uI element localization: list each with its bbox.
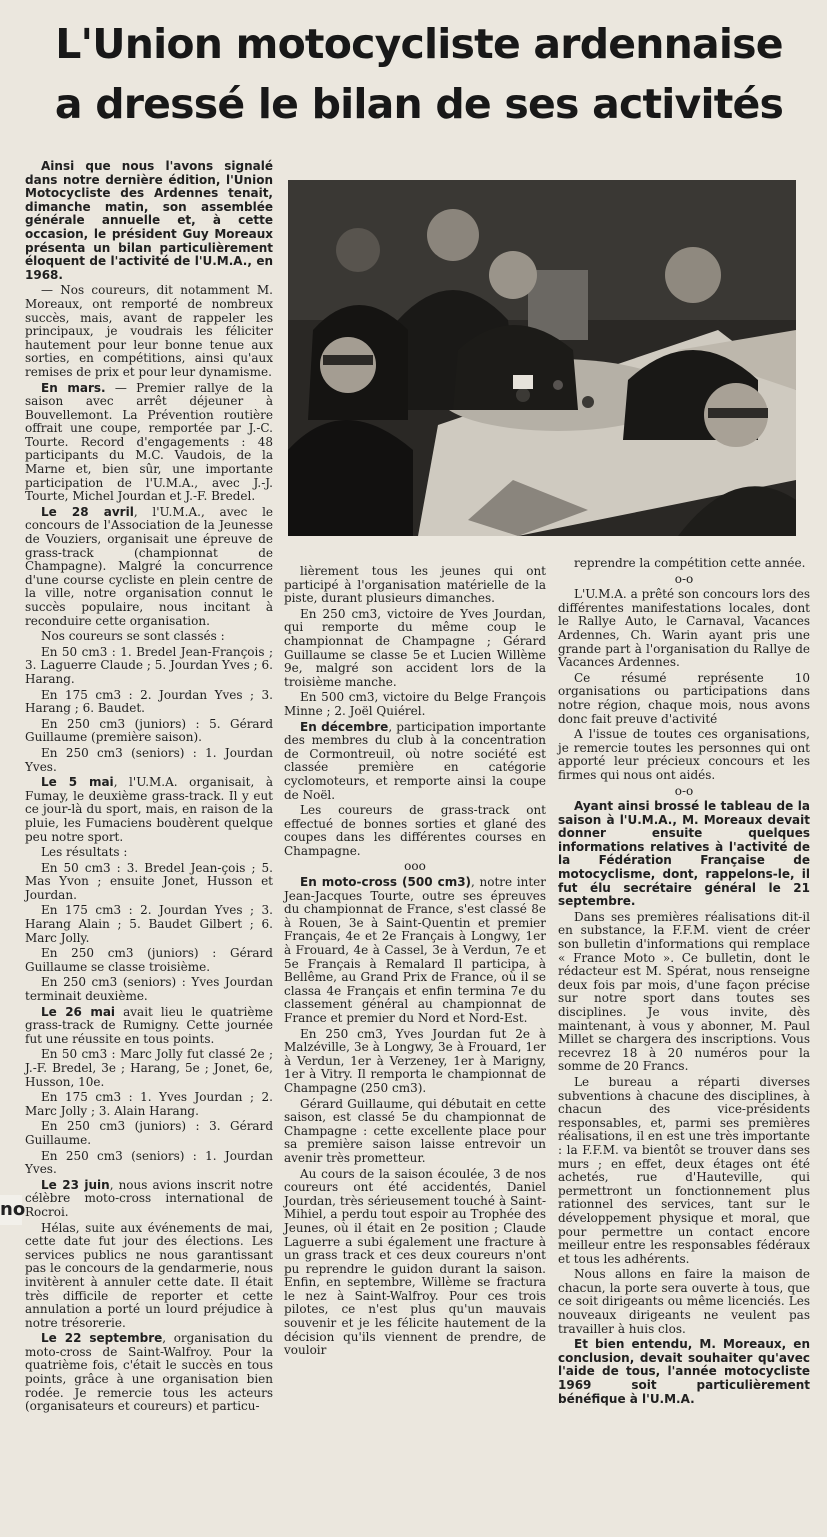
paragraph: Au cours de la saison écoulée, 3 de nos coureurs ont été accidentés, Daniel Jourdan, très sérieusement touché à Saint-Mihiel, a perdu tout espoir au Trophée des Jeunes, où il était en 2e position ; Claude Laguerre a subi également une fracture à un grass track et ces deux coureurs n'ont pu reprendre le guidon durant la saison. Enfin, en septembre, Willème se fractura le nez à Saint-Walfroy. Pour ces trois pilotes, ce n'est plus qu'un mauvais souvenir et je les félicite hautement de la décision qu'ils viennent de prendre, de vouloir xyxy=(284,1166,546,1358)
result-line: En 250 cm3 (juniors) : 3. Gérard Guillaume. xyxy=(25,1119,273,1147)
result-line: En 250 cm3 (seniors) : 1. Jourdan Yves. xyxy=(25,1148,273,1177)
paragraph: Les résultats : xyxy=(41,845,128,860)
paragraph-mai5: Le 5 mai, l'U.M.A. organisait, à Fumay, le deuxième grass-track. Il y eut ce jour-là du sport, mais, en raison de la pluie, les Fumaciens boudèrent quelque peu notre sport. xyxy=(25,775,273,844)
paragraph: Gérard Guillaume, qui débutait en cette saison, est classé 5e du championnat de Champagne : cette excellente place pour sa première saison laisse entrevoir un avenir très prometteur. xyxy=(284,1096,546,1165)
result-line: En 50 cm3 : Marc Jolly fut classé 2e ; J.-F. Bredel, 3e ; Harang, 5e ; Jonet, 6e, Husson, 10e. xyxy=(25,1047,273,1089)
article-column-1 xyxy=(25,160,273,1530)
meeting-photo-icon xyxy=(288,180,796,536)
paragraph: lièrement tous les jeunes qui ont participé à l'organisation matérielle de la piste, durant plusieurs dimanches. xyxy=(284,564,546,606)
section-separator: o-o xyxy=(674,571,694,586)
paragraph: En 250 cm3, Yves Jourdan fut 2e à Malzéville, 3e à Longwy, 3e à Frouard, 1er à Verdun, 1er à Verzeney, 1er à Marigny, 1er à Vitry. Il remporta le championnat de Champagne (250 cm3). xyxy=(284,1026,546,1095)
result-line: En 50 cm3 : 3. Bredel Jean-çois ; 5. Mas Yvon ; ensuite Jonet, Husson et Jourdan. xyxy=(25,860,273,902)
paragraph: En 500 cm3, victoire du Belge François Minne ; 2. Joël Quiérel. xyxy=(284,690,546,718)
section-separator: o-o xyxy=(674,783,694,798)
paragraph: Nous allons en faire la maison de chacun, la porte sera ouverte à tous, que ce soit dirigeants ou même licenciés. Les nouveaux dirigeants ne veulent pas travailler à huis clos. xyxy=(558,1267,810,1336)
paragraph: En 250 cm3, victoire de Yves Jourdan, qui remporte du même coup le championnat de Champagne ; Gérard Guillaume se classe 5e et Lucien Willème 9e, malgré son accident lors de la troisième manche. xyxy=(284,606,546,689)
paragraph-decembre: En décembre, participation importante des membres du club à la concentration de Cormontreuil, où notre société est classée première en catégorie cyclomoteurs, et remporte ainsi la coupe de Noël. xyxy=(284,719,546,802)
result-line: En 50 cm3 : 1. Bredel Jean-François ; 3. Laguerre Claude ; 5. Jourdan Yves ; 6. Harang. xyxy=(25,644,273,686)
paragraph-avril: Le 28 avril, l'U.M.A., avec le concours de l'Association de la Jeunesse de Vouziers, organisait une épreuve de grass-track (championnat de Champagne). Malgré la concurrence d'une course cycliste en plein centre de la ville, notre organisation connut le succès populaire, nous incitant à reconduire cette organisation. xyxy=(25,504,274,628)
paragraph: Hélas, suite aux événements de mai, cette date fut jour des élections. Les services publics ne nous garantissant pas le concours de la gendarmerie, nous invitèrent à annuler cette date. Il était très difficile de reporter et cette annulation a porté un lourd préjudice à notre trésorerie. xyxy=(25,1220,273,1330)
article-column-2 xyxy=(284,565,546,1530)
paragraph-motocross: En moto-cross (500 cm3), notre inter Jean-Jacques Tourte, outre ses épreuves du championnat de France, s'est classé 8e à Rouen, 3e à Saint-Quentin et premier Français, 4e et 2e Français à Longwy, 1er à Frouard, 4e à Cassel, 3e à Verdun, 7e et 5e Français à Remalard Il participa, à Bellême, au Grand Prix de France, où il se classa 4e Français et enfin termina 7e du classement général au championnat de France et premier du Nord et Nord-Est. xyxy=(284,875,546,1025)
paragraph: Ce résumé représente 10 organisations ou participations dans notre région, chaque mois, nous avons donc fait preuve d'activité xyxy=(558,670,810,726)
intro-paragraph: Ainsi que nous l'avons signalé dans notre dernière édition, l'Union Motocycliste des Ardennes tenait, dimanche matin, son assemblée générale annuelle et, à cette occasion, le président Guy Moreaux présenta un bilan particulièrement éloquent de l'activité de l'U.M.A., en 1968. xyxy=(25,159,273,282)
conclusion-paragraph: Et bien entendu, M. Moreaux, en conclusion, devait souhaiter qu'avec l'aide de tous, l'année motocycliste 1969 soit particulièrement bénéfique à l'U.M.A. xyxy=(558,1337,810,1406)
article-column-3 xyxy=(558,557,810,1527)
paragraph: A l'issue de toutes ces organisations, je remercie toutes les personnes qui ont apporté leur précieux concours et les firmes qui nous ont aidés. xyxy=(558,727,810,782)
paragraph-juin: Le 23 juin, nous avions inscrit notre célèbre moto-cross international de Rocroi. xyxy=(25,1177,273,1219)
result-line: En 175 cm3 : 2. Jourdan Yves ; 3. Harang Alain ; 5. Baudet Gilbert ; 6. Marc Jolly. xyxy=(25,903,273,945)
paragraph: Nos coureurs se sont classés : xyxy=(41,629,225,644)
result-line: En 175 cm3 : 1. Yves Jourdan ; 2. Marc Jolly ; 3. Alain Harang. xyxy=(25,1090,273,1118)
result-line: En 250 cm3 (juniors) : Gérard Guillaume se classe troisième. xyxy=(25,946,273,974)
section-separator: ooo xyxy=(404,859,426,874)
paragraph: reprendre la compétition cette année. xyxy=(574,556,806,570)
headline-line-1: L'Union motocycliste ardennaise xyxy=(55,20,783,68)
paragraph: Le bureau a réparti diverses subventions à chacune des disciplines, à chacun des vice-présidents responsables, et, parmi ses premières réalisations, il en est une très importante : la F.F.M. va bientôt se trouver dans ses murs ; en effet, deux étages ont été achetés, rue d'Hauteville, qui permettront un fonctionnement plus rationnel des services, tant sur le développement physique et moral, que pour permettre un contact encore meilleur entre les responsables fédéraux et tous les adhérents. xyxy=(558,1074,810,1266)
bold-paragraph: Ayant ainsi brossé le tableau de la saison à l'U.M.A., M. Moreaux devait donner ensuite quelques informations relatives à l'activité de la Fédération Française de motocyclisme, dont, rappelons-le, il fut élu secrétaire général le 21 septembre. xyxy=(558,799,810,909)
paragraph: — Nos coureurs, dit notamment M. Moreaux, ont remporté de nombreux succès, mais, avant de rappeler les principaux, je voudrais les féliciter hautement pour leur bonne tenue aux sorties, en compétitions, ainsi qu'aux remises de prix et pour leur dynamisme. xyxy=(25,283,273,379)
result-line: En 250 cm3 (juniors) : 5. Gérard Guillaume (première saison). xyxy=(25,716,273,745)
headline xyxy=(24,14,814,134)
paragraph-mai26: Le 26 mai avait lieu le quatrième grass-track de Rumigny. Cette journée fut une réussite en tous points. xyxy=(25,1004,273,1046)
result-line: En 250 cm3 (seniors) : Yves Jourdan terminait deuxième. xyxy=(25,975,273,1004)
paragraph: Les coureurs de grass-track ont effectué de bonnes sorties et glané des coupes dans les différentes courses en Champagne. xyxy=(284,803,546,858)
headline-line-2: a dressé le bilan de ses activités xyxy=(54,80,784,128)
paragraph: L'U.M.A. a prêté son concours lors des différentes manifestations locales, dont le Rallye Auto, le Carnaval, Vacances Ardennes, Ch. Warin ayant pris une grande part à l'organisation du Rallye de Vacances Ardennes. xyxy=(558,587,810,670)
paragraph: Dans ses premières réalisations dit-il en substance, la F.F.M. vient de créer son bulletin d'informations qui remplace « France Moto ». Ce bulletin, dont le rédacteur est M. Spérat, nous renseigne deux fois par mois, d'une façon précise sur notre sport dans toutes ses disciplines. Je vous invite, dès maintenant, à vous y abonner, M. Paul Millet se chargera des inscriptions. Vous recevrez 18 à 20 numéros pour la somme de 20 Francs. xyxy=(558,909,810,1074)
paragraph-septembre: Le 22 septembre, organisation du moto-cross de Saint-Walfroy. Pour la quatrième fois, c'était le succès en tous points, grâce à une organisation bien rodée. Je remercie tous les acteurs (organisateurs et coureurs) et particu- xyxy=(25,1331,273,1414)
result-line: En 175 cm3 : 2. Jourdan Yves ; 3. Harang ; 6. Baudet. xyxy=(25,687,273,716)
result-line: En 250 cm3 (seniors) : 1. Jourdan Yves. xyxy=(25,745,273,774)
paragraph-mars: En mars. — Premier rallye de la saison avec arrêt déjeuner à Bouvellemont. La Prévention routière offrait une coupe, remportée par J.-C. Tourte. Record d'engagements : 48 participants du M.C. Vaudois, de la Marne et, bien sûr, une importante participation de l'U.M.A., avec J.-J. Tourte, Michel Jourdan et J.-F. Bredel. xyxy=(25,380,274,504)
meeting-photo xyxy=(288,180,796,536)
adjacent-page-fragment: no xyxy=(0,1195,22,1225)
